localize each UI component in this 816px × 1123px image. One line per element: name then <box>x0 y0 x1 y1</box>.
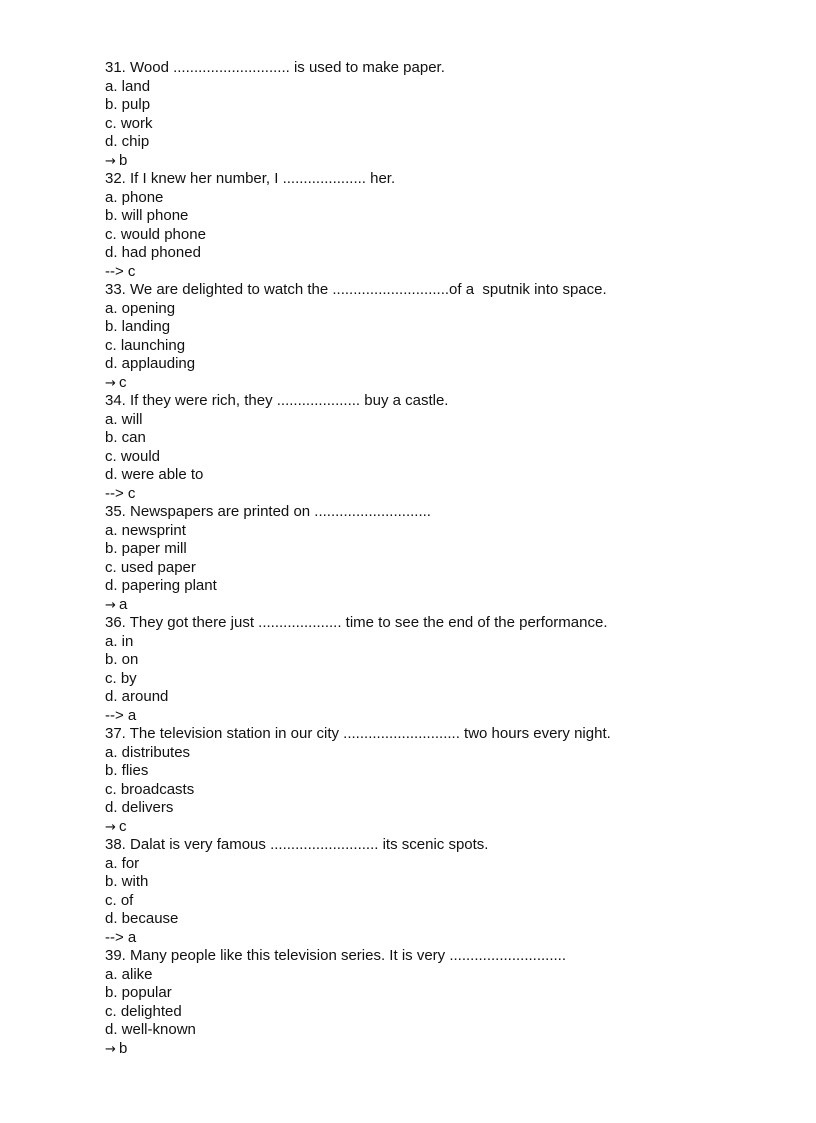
answer-line: --> a <box>105 928 137 946</box>
question-34 <box>105 392 785 503</box>
question-stem: 34. If they were rich, they .................... buy a castle. <box>105 392 449 409</box>
option-b: b. flies <box>105 762 149 779</box>
option-a: a. alike <box>105 965 153 983</box>
option-c: c. would phone <box>105 225 206 243</box>
question-33 <box>105 281 785 392</box>
answer-letter: c <box>119 373 127 391</box>
answer-line <box>105 596 785 615</box>
option-d: d. around <box>105 688 169 705</box>
option-a: a. will <box>105 410 143 428</box>
option-d: d. papering plant <box>105 577 217 594</box>
question-stem: 36. They got there just .................... time to see the end of the performance. <box>105 614 608 631</box>
option-b: b. with <box>105 873 149 890</box>
right-arrow-icon: → <box>105 375 116 391</box>
question-37 <box>105 725 785 836</box>
option-d: d. had phoned <box>105 244 201 261</box>
option-b: b. popular <box>105 984 172 1001</box>
answer-letter: c <box>119 817 127 835</box>
option-b: b. pulp <box>105 96 151 113</box>
option-c: c. would <box>105 447 161 465</box>
answer-line: --> a <box>105 706 137 724</box>
option-a: a. opening <box>105 299 176 317</box>
option-c: c. delighted <box>105 1002 182 1020</box>
option-a: a. land <box>105 77 151 95</box>
option-a: a. for <box>105 854 140 872</box>
answer-line: --> c <box>105 262 136 280</box>
option-a: a. newsprint <box>105 521 186 539</box>
question-32 <box>105 170 785 281</box>
question-stem: 35. Newspapers are printed on ............................ <box>105 503 431 520</box>
right-arrow-icon: → <box>105 819 116 835</box>
option-a: a. phone <box>105 188 164 206</box>
right-arrow-icon: → <box>105 597 116 613</box>
option-b: b. can <box>105 429 146 446</box>
question-stem: 33. We are delighted to watch the ............................of a sputnik into space. <box>105 281 607 298</box>
question-stem: 39. Many people like this television series. It is very ............................ <box>105 947 567 964</box>
option-d: d. chip <box>105 133 150 150</box>
right-arrow-icon: → <box>105 153 116 169</box>
option-a: a. in <box>105 632 134 650</box>
option-d: d. well-known <box>105 1021 196 1038</box>
question-39 <box>105 947 785 1058</box>
worksheet-page <box>105 59 785 1058</box>
answer-line: --> c <box>105 484 136 502</box>
question-stem: 37. The television station in our city ............................ two hours every night. <box>105 725 611 742</box>
question-31 <box>105 59 785 170</box>
option-c: c. broadcasts <box>105 780 195 798</box>
option-b: b. landing <box>105 318 171 335</box>
option-b: b. will phone <box>105 207 189 224</box>
option-b: b. paper mill <box>105 540 187 557</box>
answer-line <box>105 818 785 837</box>
question-stem: 31. Wood ............................ is used to make paper. <box>105 59 445 76</box>
answer-letter: a <box>119 595 128 613</box>
question-35 <box>105 503 785 614</box>
option-d: d. were able to <box>105 466 204 483</box>
question-38 <box>105 836 785 947</box>
option-c: c. by <box>105 669 137 687</box>
answer-line <box>105 1040 785 1059</box>
answer-letter: b <box>119 151 128 169</box>
option-c: c. used paper <box>105 558 196 576</box>
answer-line <box>105 374 785 393</box>
option-c: c. of <box>105 891 134 909</box>
option-c: c. work <box>105 114 153 132</box>
answer-line <box>105 152 785 171</box>
question-stem: 38. Dalat is very famous .......................... its scenic spots. <box>105 836 489 853</box>
question-stem: 32. If I knew her number, I .................... her. <box>105 170 396 187</box>
option-d: d. because <box>105 910 179 927</box>
option-c: c. launching <box>105 336 186 354</box>
option-d: d. delivers <box>105 799 174 816</box>
option-a: a. distributes <box>105 743 191 761</box>
option-b: b. on <box>105 651 139 668</box>
option-d: d. applauding <box>105 355 196 372</box>
answer-letter: b <box>119 1039 128 1057</box>
right-arrow-icon: → <box>105 1041 116 1057</box>
question-36 <box>105 614 785 725</box>
